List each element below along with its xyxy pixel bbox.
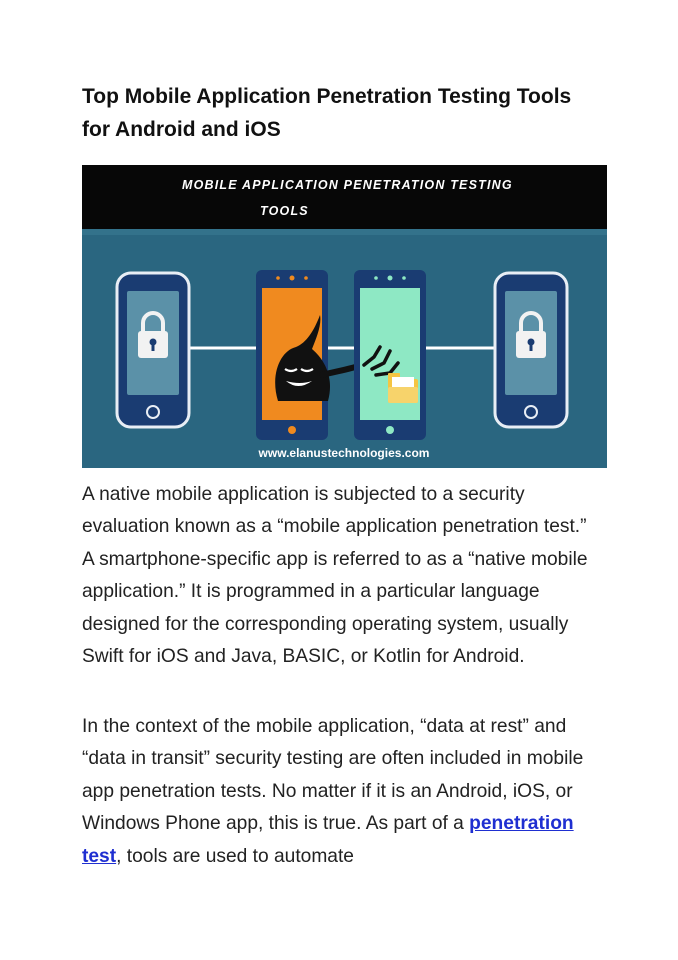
lock-phone-icon (117, 273, 189, 427)
banner-heading-line2: TOOLS (260, 204, 309, 218)
paragraph-context-text: In the context of the mobile application, “data at rest” and “data in transit” security testing are often included in mobile app penetration tests. No matter if it is an Android, iOS, or Windows Phone app, this is true. As part of a (82, 716, 584, 835)
paragraph-context (82, 711, 602, 873)
target-phone-icon (354, 270, 426, 440)
penetration-test-link[interactable]: penetration test (82, 813, 574, 867)
banner-heading-line1: MOBILE APPLICATION PENETRATION TESTING (182, 178, 513, 192)
paragraph-intro: A native mobile application is subjected to a security evaluation known as a “mobile application penetration test.” A smartphone-specific app is referred to as a “native mobile application.” It is programmed in a particular language designed for the corresponding operating system, usually Swift for iOS and Java, BASIC, or Kotlin for Android. (82, 484, 588, 668)
lock-phone-icon (495, 273, 567, 427)
page-title: Top Mobile Application Penetration Testing Tools for Android and iOS (82, 85, 572, 141)
banner-image (82, 165, 607, 468)
folder-icon (388, 373, 418, 403)
banner-website: www.elanustechnologies.com (258, 446, 430, 460)
paragraph-context-tail: , tools are used to automate (116, 845, 354, 867)
banner-header (82, 165, 607, 229)
